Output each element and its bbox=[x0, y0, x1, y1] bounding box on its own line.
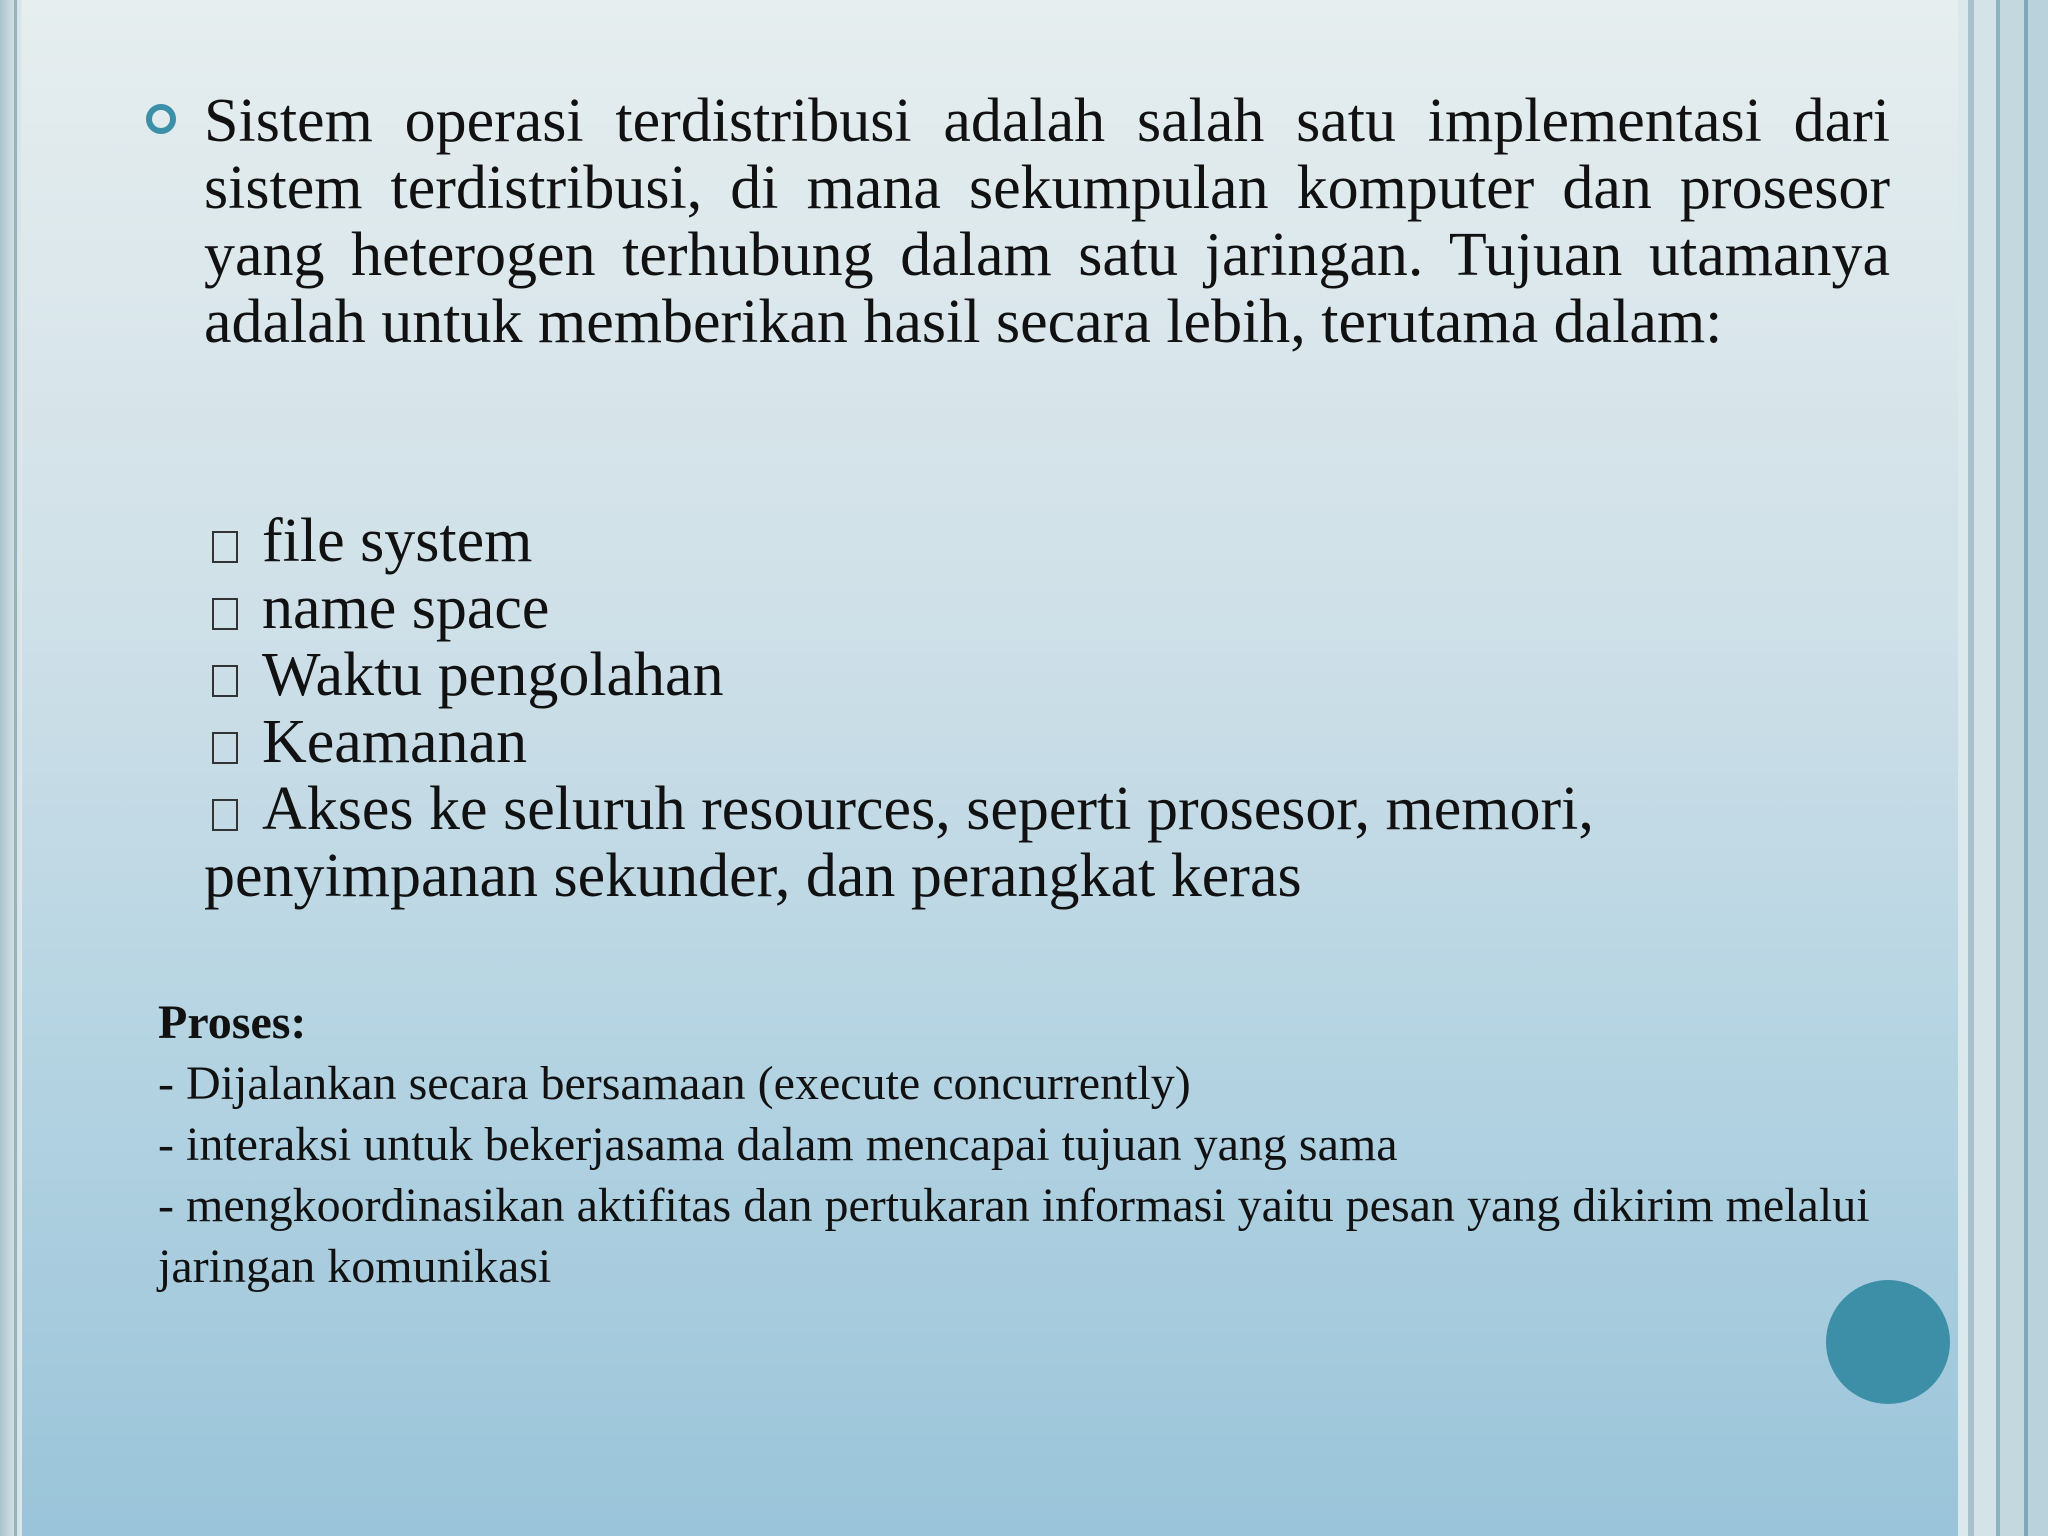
list-item bbox=[204, 508, 1924, 575]
proses-line: - interaksi untuk bekerjasama dalam mencapai tujuan yang sama bbox=[158, 1118, 1398, 1171]
missing-glyph-box-icon bbox=[212, 598, 238, 630]
left-edge-decoration bbox=[0, 0, 22, 1536]
sub-item-list bbox=[204, 508, 1924, 910]
list-item bbox=[204, 776, 1924, 910]
main-paragraph: Sistem operasi terdistribusi adalah salah satu implementasi dari sistem terdistribusi, di mana sekumpulan komputer dan prosesor yang heterogen terhubung dalam satu jaringan. Tujuan utamanya adalah untuk memberikan hasil secara lebih, terutama dalam: bbox=[204, 87, 1890, 356]
proses-title: Proses: bbox=[158, 996, 307, 1049]
frame-stripe bbox=[1958, 0, 1968, 1536]
ring-bullet-icon bbox=[146, 104, 176, 134]
missing-glyph-box-icon bbox=[212, 732, 238, 764]
list-item-label: Keamanan bbox=[262, 708, 528, 776]
missing-glyph-box-icon bbox=[212, 799, 238, 831]
list-item bbox=[204, 642, 1924, 709]
frame-stripe bbox=[1974, 0, 1996, 1536]
list-item bbox=[204, 575, 1924, 642]
missing-glyph-box-icon bbox=[212, 665, 238, 697]
list-item-label: Akses ke seluruh resources, seperti prosesor, memori, penyimpanan sekunder, dan perangkat keras bbox=[204, 775, 1594, 910]
missing-glyph-box-icon bbox=[212, 531, 238, 563]
list-item-label: file system bbox=[262, 507, 533, 575]
list-item-label: Waktu pengolahan bbox=[262, 641, 724, 709]
list-item-label: name space bbox=[262, 574, 550, 642]
frame-stripe bbox=[2000, 0, 2024, 1536]
proses-line: - Dijalankan secara bersamaan (execute concurrently) bbox=[158, 1057, 1191, 1110]
right-frame-decoration bbox=[1958, 0, 2048, 1536]
filled-circle-icon bbox=[1826, 1280, 1950, 1404]
frame-stripe bbox=[2028, 0, 2048, 1536]
list-item bbox=[204, 709, 1924, 776]
proses-section bbox=[158, 992, 1878, 1297]
proses-line: - mengkoordinasikan aktifitas dan pertukaran informasi yaitu pesan yang dikirim melalui jaringan komunikasi bbox=[158, 1179, 1870, 1293]
left-edge-line bbox=[14, 0, 17, 1536]
